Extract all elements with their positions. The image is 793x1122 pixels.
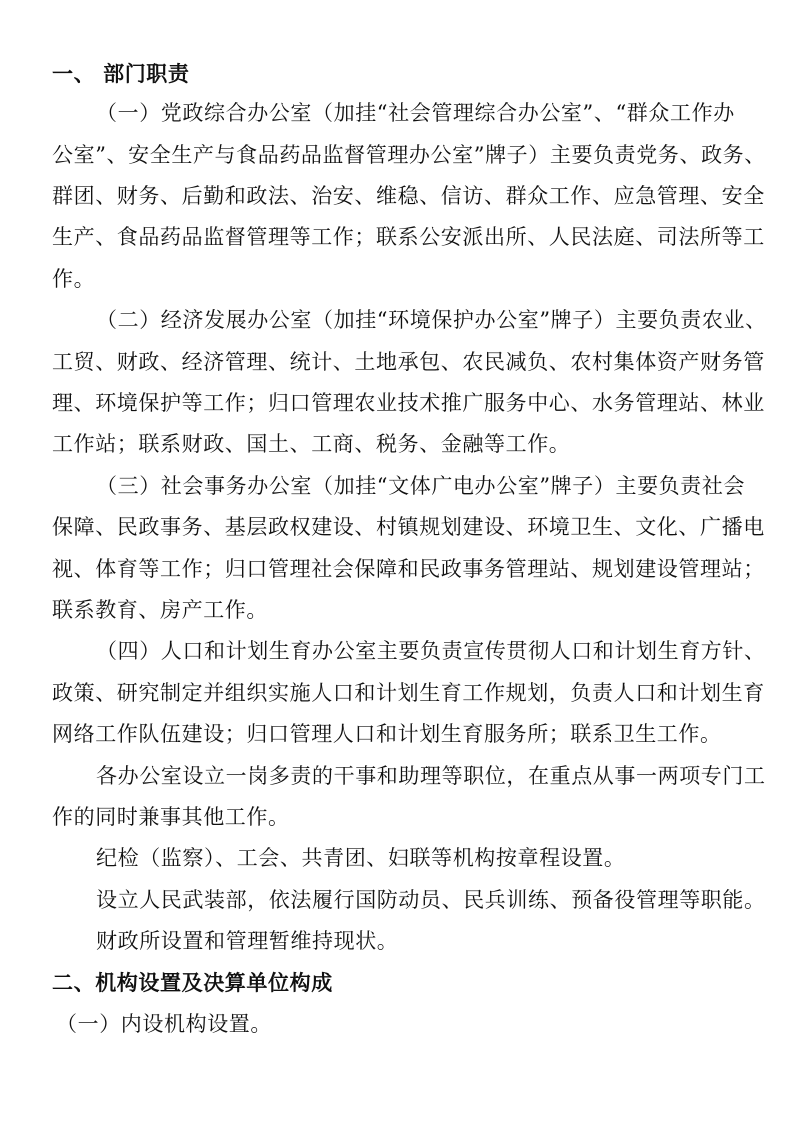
paragraph-line: 工作站；联系财政、国土、工商、税务、金融等工作。 — [52, 432, 571, 456]
section-heading-2: 二、机构设置及决算单位构成 — [52, 971, 333, 995]
paragraph-line: 各办公室设立一岗多责的干事和助理等职位，在重点从事一两项专门工 — [96, 764, 766, 788]
paragraph-line: 群团、财务、后勤和政法、治安、维稳、信访、群众工作、应急管理、安全 — [52, 184, 765, 208]
paragraph-line: 作的同时兼事其他工作。 — [52, 805, 290, 829]
subsection-heading: （一）内设机构设置。 — [56, 1012, 272, 1036]
paragraph-line: （三）社会事务办公室（加挂“文体广电办公室”牌子）主要负责社会 — [96, 474, 746, 498]
paragraph-line: 联系教育、房产工作。 — [52, 598, 268, 622]
paragraph-line: （一）党政综合办公室（加挂“社会管理综合办公室”、“群众工作办 — [96, 101, 735, 125]
paragraph-line: 理、环境保护等工作；归口管理农业技术推广服务中心、水务管理站、林业 — [52, 391, 765, 415]
paragraph-line: 工贸、财政、经济管理、统计、土地承包、农民减负、农村集体资产财务管 — [52, 350, 765, 374]
paragraph-line: 政策、研究制定并组织实施人口和计划生育工作规划，负责人口和计划生育 — [52, 681, 765, 705]
paragraph-line: 纪检（监察）、工会、共青团、妇联等机构按章程设置。 — [96, 846, 626, 870]
paragraph-line: （四）人口和计划生育办公室主要负责宣传贯彻人口和计划生育方针、 — [96, 639, 766, 663]
paragraph-line: （二）经济发展办公室（加挂“环境保护办公室”牌子）主要负责农业、 — [96, 308, 767, 332]
paragraph-line: 网络工作队伍建设；归口管理人口和计划生育服务所；联系卫生工作。 — [52, 722, 722, 746]
paragraph-line: 生产、食品药品监督管理等工作；联系公安派出所、人民法庭、司法所等工 — [52, 225, 765, 249]
paragraph-line: 财政所设置和管理暂维持现状。 — [96, 929, 399, 953]
paragraph-line: 设立人民武装部，依法履行国防动员、民兵训练、预备役管理等职能。 — [96, 888, 766, 912]
paragraph-line: 公室”、安全生产与食品药品监督管理办公室”牌子）主要负责党务、政务、 — [52, 143, 766, 167]
section-heading-1: 一、 部门职责 — [52, 62, 190, 86]
paragraph-line: 作。 — [52, 267, 96, 291]
paragraph-line: 视、体育等工作；归口管理社会保障和民政事务管理站、规划建设管理站； — [52, 557, 765, 581]
paragraph-line: 保障、民政事务、基层政权建设、村镇规划建设、环境卫生、文化、广播电 — [52, 515, 765, 539]
